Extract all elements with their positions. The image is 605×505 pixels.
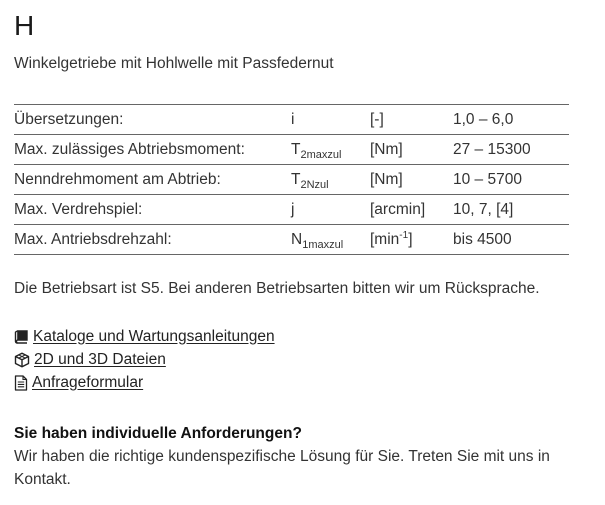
- spec-value: 10 – 5700: [453, 170, 522, 188]
- spec-unit: [Nm]: [370, 140, 403, 158]
- spec-symbol: j: [291, 200, 295, 218]
- table-row: [14, 135, 569, 165]
- document-icon: [14, 375, 28, 391]
- table-row: [14, 105, 569, 135]
- download-links: [14, 325, 275, 394]
- operating-mode-note: Die Betriebsart ist S5. Bei anderen Betriebsarten bitten wir um Rücksprache.: [14, 280, 540, 297]
- custom-requirements-heading: Sie haben individuelle Anforderungen?: [14, 425, 302, 442]
- spec-symbol: i: [291, 110, 295, 128]
- spec-label: Übersetzungen:: [14, 110, 124, 128]
- table-row: [14, 225, 569, 255]
- spec-unit: [arcmin]: [370, 200, 426, 218]
- spec-label: Nenndrehmoment am Abtrieb:: [14, 170, 221, 188]
- book-icon: [14, 330, 29, 344]
- inquiry-form-link-label: Anfrageformular: [32, 373, 144, 391]
- spec-unit: [-]: [370, 110, 384, 128]
- spec-symbol: $N_{1maxzul}$: [291, 230, 344, 251]
- spec-label: Max. Antriebsdrehzahl:: [14, 230, 172, 248]
- table-row: [14, 195, 569, 225]
- spec-value: bis 4500: [453, 230, 512, 248]
- specs-table: [14, 104, 569, 255]
- custom-requirements-text: Wir haben die richtige kundenspezifische Lösung für Sie. Treten Sie mit uns in Kontakt.: [14, 448, 550, 488]
- spec-value: 27 – 15300: [453, 140, 531, 158]
- page-title: H: [14, 10, 35, 41]
- inquiry-form-link[interactable]: [14, 371, 275, 394]
- page-subtitle: Winkelgetriebe mit Hohlwelle mit Passfedernut: [14, 55, 334, 72]
- spec-value: 1,0 – 6,0: [453, 110, 514, 128]
- spec-unit: $[\min^{-1}]$: [370, 229, 413, 248]
- catalog-link-label: Kataloge und Wartungsanleitungen: [33, 327, 275, 345]
- table-row: [14, 165, 569, 195]
- cube-icon: [14, 352, 30, 368]
- spec-value: 10, 7, [4]: [453, 200, 514, 218]
- spec-unit: [Nm]: [370, 170, 403, 188]
- spec-symbol: $T_{2Nzul}$: [291, 170, 329, 191]
- spec-symbol: $T_{2maxzul}$: [291, 140, 342, 161]
- cad-files-link[interactable]: [14, 348, 275, 371]
- spec-label: Max. zulässiges Abtriebsmoment:: [14, 140, 245, 158]
- cad-files-link-label: 2D und 3D Dateien: [34, 350, 166, 368]
- catalog-link[interactable]: [14, 325, 275, 348]
- spec-label: Max. Verdrehspiel:: [14, 200, 143, 218]
